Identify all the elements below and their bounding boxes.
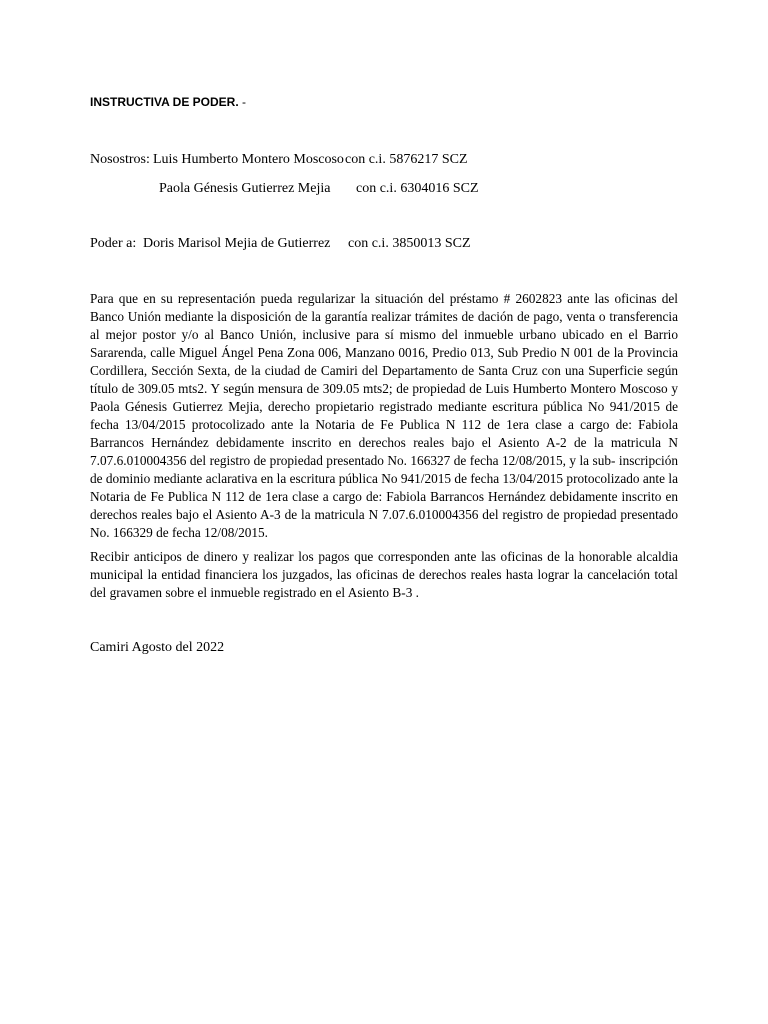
- title-dash: -: [238, 95, 247, 109]
- powers-paragraph-1: Para que en su representación pueda regularizar la situación del préstamo # 2602823 ante las oficinas del Banco Unión mediante la disposición de la garantía realizar trámites de dación de pago, venta o transferencia al mejor postor y/o al Banco Unión, inclusive para sí mismo del inmueble urbano ubicado en el Barrio Sararenda, calle Miguel Ángel Pena Zona 006, Manzano 0016, Predio 013, Sub Predio N 001 de la Provincia Cordillera, Sección Sexta, de la ciudad de Camiri del Departamento de Santa Cruz con una Superficie según título de 309.05 mts2. Y según mensura de 309.05 mts2; de propiedad de Luis Humberto Montero Moscoso y Paola Génesis Gutierrez Mejia, derecho propietario registrado mediante escritura pública No 941/2015 de fecha 13/04/2015 protocolizado ante la Notaria de Fe Publica N 112 de 1era clase a cargo de: Fabiola Barrancos Hernández debidamente inscrito en derechos reales bajo el Asiento A-2 de la matricula N 7.07.6.010004356 del registro de propiedad presentado No. 166327 de fecha 12/08/2015, y la sub- inscripción de dominio mediante aclarativa en la escritura pública No 941/2015 de fecha 13/04/2015 protocolizado ante la Notaria de Fe Publica N 112 de 1era clase a cargo de: Fabiola Barrancos Hernández debidamente inscrito en derechos reales bajo el Asiento A-3 de la matricula N 7.07.6.010004356 del registro de propiedad presentado No. 166329 de fecha 12/08/2015.: [90, 291, 678, 540]
- grantor-1-id: con c.i. 5876217 SCZ: [345, 152, 468, 167]
- grantor-2-name: Paola Génesis Gutierrez Mejia: [159, 181, 331, 196]
- document-title: [90, 94, 246, 110]
- powers-paragraph-2: Recibir anticipos de dinero y realizar los pagos que corresponden ante las oficinas de la honorable alcaldia municipal la entidad financiera los juzgados, las oficinas de derechos reales hasta lograr la cancelación total del gravamen sobre el inmueble registrado en el Asiento B-3 .: [90, 549, 678, 600]
- grantor-1-name: Luis Humberto Montero Moscoso: [153, 152, 344, 167]
- attorney-id: con c.i. 3850013 SCZ: [348, 236, 471, 251]
- attorney-label: Poder a:: [90, 236, 137, 251]
- attorney-name: Doris Marisol Mejia de Gutierrez: [143, 236, 331, 251]
- place-date: Camiri Agosto del 2022: [90, 640, 225, 655]
- title-text: INSTRUCTIVA DE PODER.: [90, 95, 239, 109]
- grantors-label: Nosostros:: [90, 152, 150, 167]
- grantor-2-id: con c.i. 6304016 SCZ: [356, 181, 479, 196]
